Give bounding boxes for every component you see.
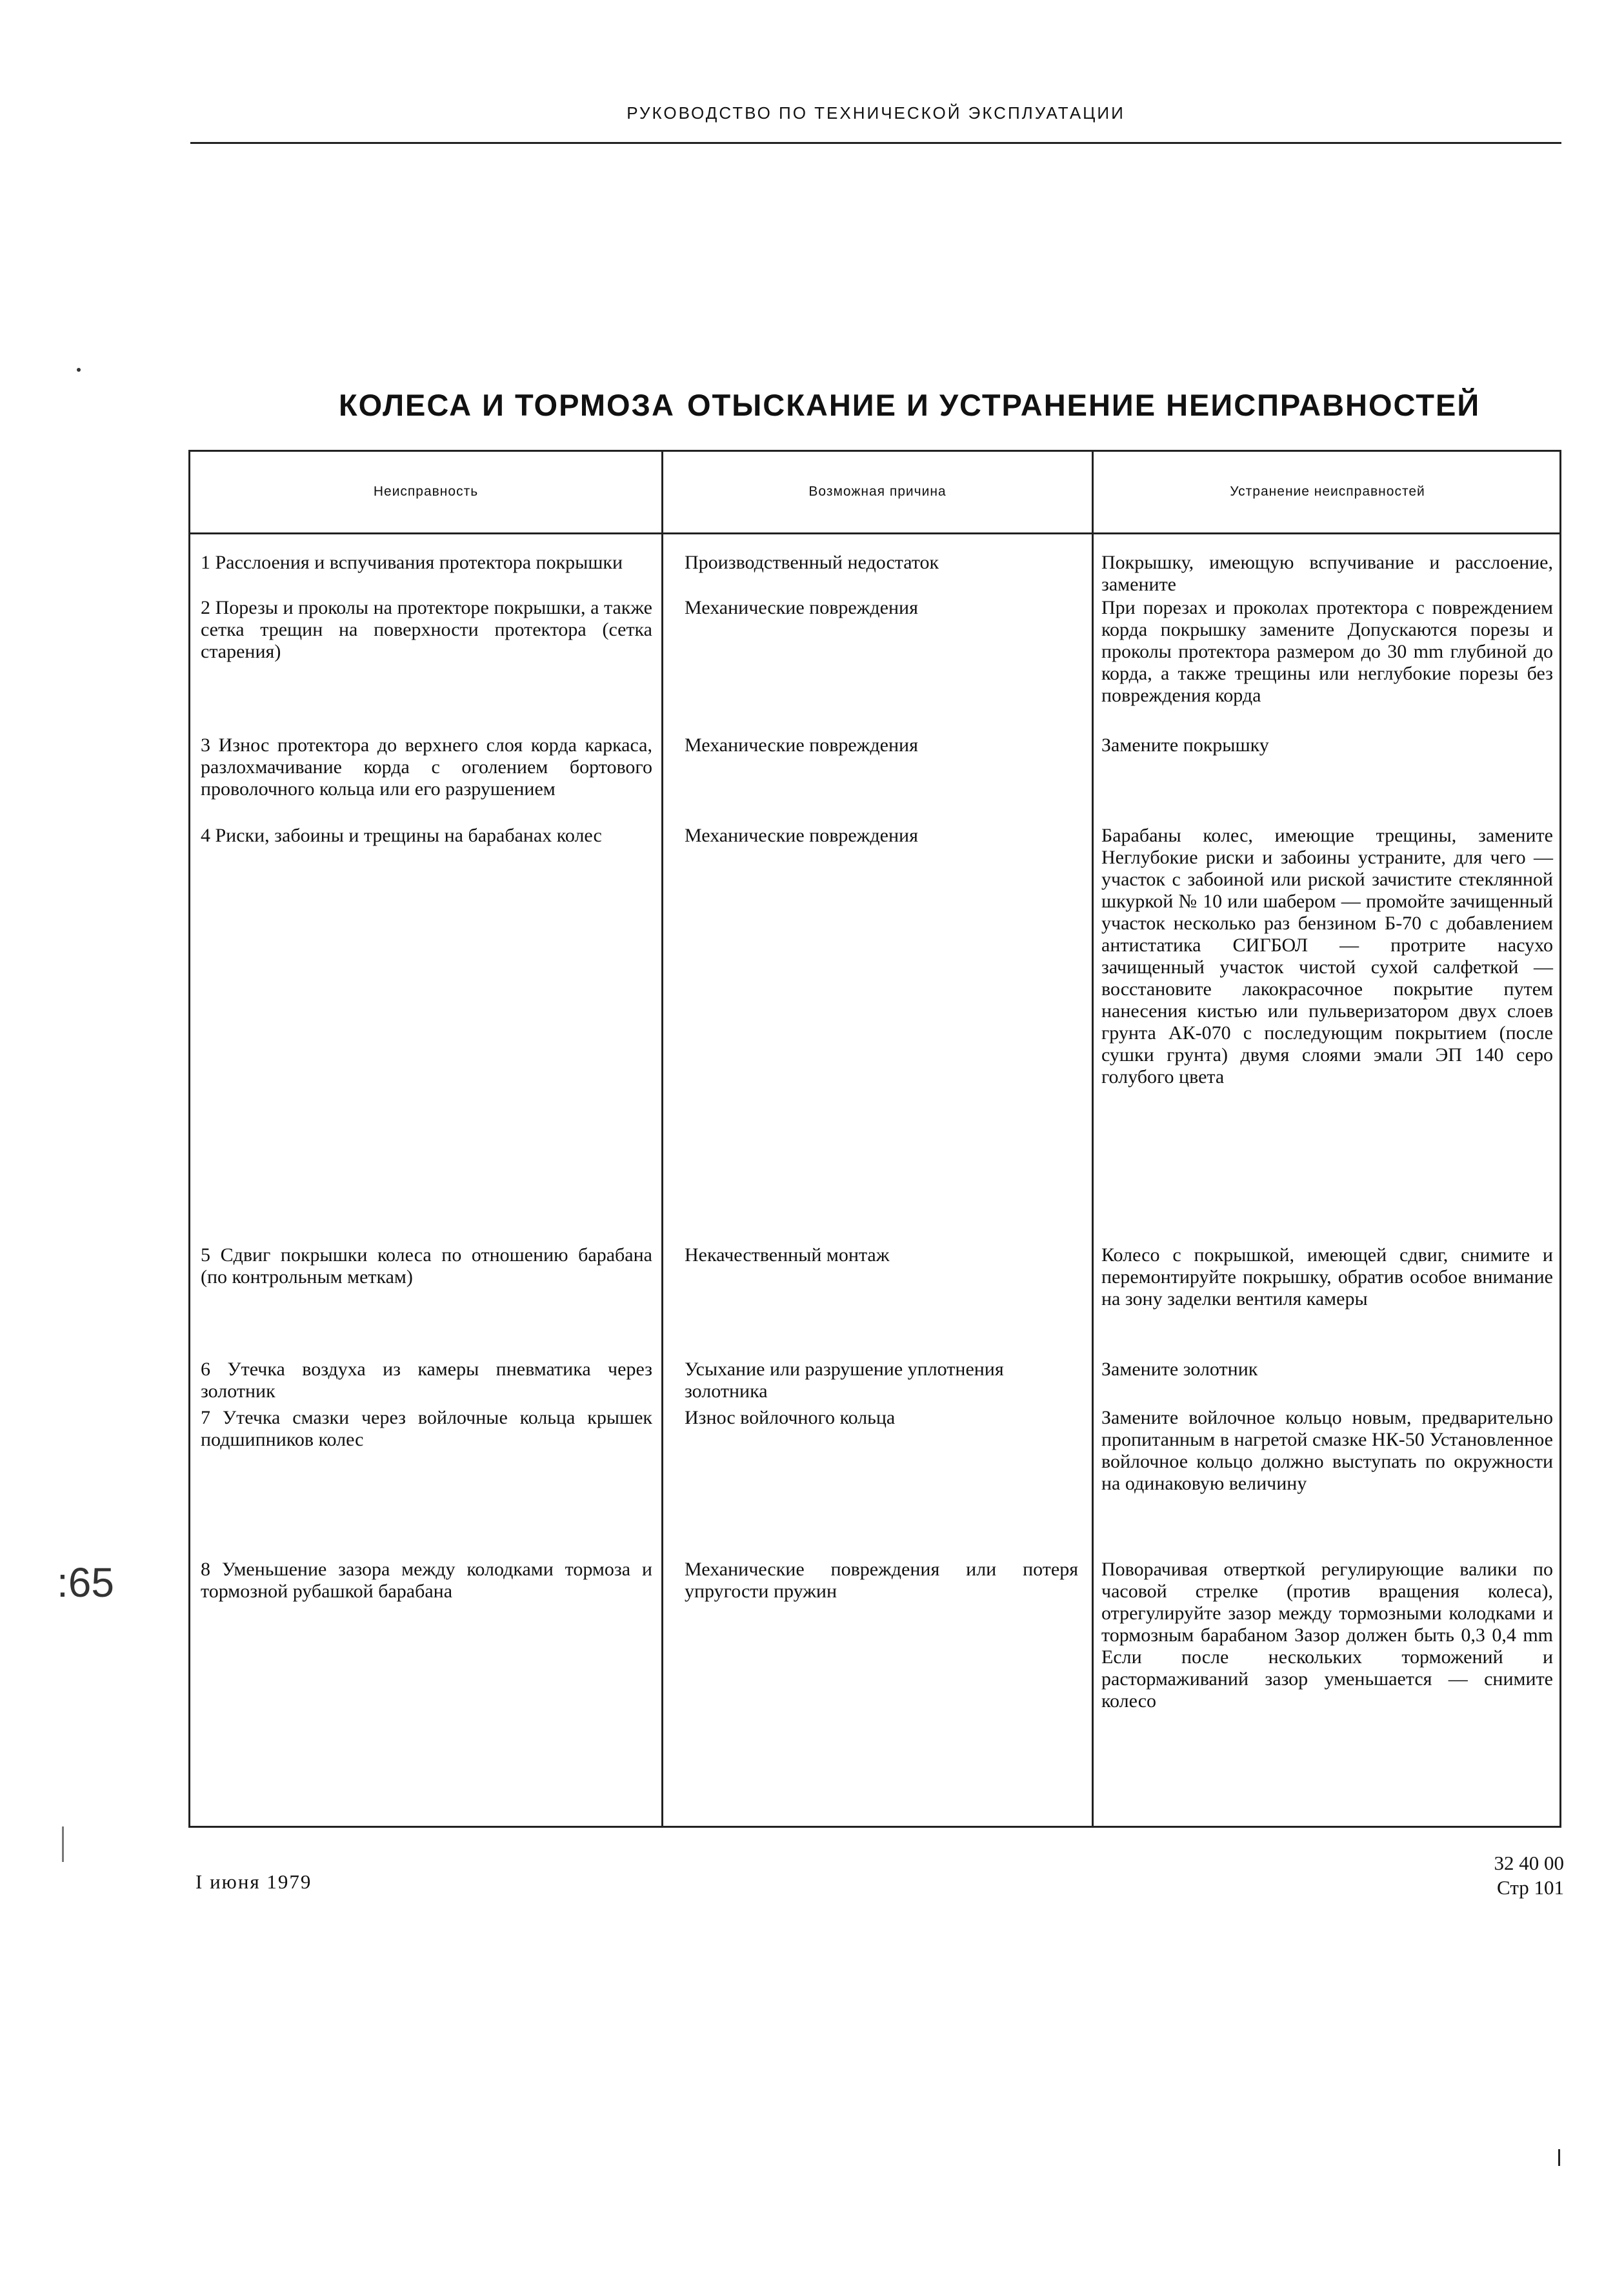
fault-cell: 6 Утечка воздуха из камеры пневматика через золотник [201, 1359, 652, 1402]
edge-tick [1558, 2149, 1560, 2166]
remedy-cell: Колесо с покрышкой, имеющей сдвиг, снимите и перемонтируйте покрышку, обратив особое внимание на зону заделки вентиля камеры [1101, 1244, 1553, 1310]
column-header-fault: Неисправность [373, 484, 479, 499]
fault-cell: 5 Сдвиг покрышки колеса по отношению барабана (по контрольным меткам) [201, 1244, 652, 1288]
remedy-cell: При порезах и проколах протектора с повреждением корда покрышку замените Допускаются порезы и проколы протектора размером до 30 mm глубиной до корда, а также трещины или неглубокие порезы без повреждения корда [1101, 597, 1553, 706]
cause-cell: Механические повреждения [685, 734, 918, 756]
section-title: КОЛЕСА И ТОРМОЗА [339, 388, 675, 422]
cause-cell: Усыхание или разрушение уплотнения золотника [685, 1359, 1004, 1402]
column-divider-1 [661, 452, 663, 1826]
margin-page-mark: :65 [57, 1559, 114, 1606]
cause-cell: Механические повреждения или потеря упругости пружин [685, 1559, 1078, 1602]
troubleshooting-table [188, 450, 1561, 1828]
footer-code-block [1494, 1851, 1565, 1900]
remedy-cell: Замените покрышку [1101, 734, 1269, 756]
column-header-cause: Возможная причина [808, 484, 947, 499]
cause-cell: Механические повреждения [685, 825, 918, 846]
remedy-cell: Поворачивая отверткой регулирующие валики по часовой стрелке (против вращения колеса), отрегулируйте зазор между тормозными колодками и тормозным барабаном Зазор должен быть 0,3 0,4 mm Если после нескольких торможений и растормаживаний зазор уменьшается — снимите колесо [1101, 1559, 1553, 1712]
cause-cell: Некачественный монтаж [685, 1244, 890, 1266]
fault-cell: 2 Порезы и проколы на протекторе покрышки, а также сетка трещин на поверхности протектора (сетка старения) [201, 597, 652, 662]
fault-cell: 7 Утечка смазки через войлочные кольца крышек подшипников колес [201, 1407, 652, 1450]
footer-date: I июня 1979 [195, 1870, 312, 1893]
header-divider [190, 532, 1559, 534]
fault-cell: 3 Износ протектора до верхнего слоя корда каркаса, разлохмачивание корда с оголением бортового проволочного кольца или его разрушением [201, 734, 652, 800]
fault-cell: 1 Расслоения и вспучивания протектора покрышки [201, 552, 623, 573]
column-header-remedy: Устранение неисправностей [1230, 484, 1425, 499]
remedy-cell: Барабаны колес, имеющие трещины, замените Неглубокие риски и забоины устраните, для чего — участок с забоиной или риской зачистите стеклянной шкуркой № 10 или шабером — промойте зачищенный участок несколько раз бензином Б-70 с добавлением антистатика СИГБОЛ — протрите насухо зачищенный участок чистой сухой салфеткой — восстановите лакокрасочное покрытие путем нанесения кистью или пульверизатором двух слоев грунта АК-070 с последующим покрытием (после сушки грунта) двумя слоями эмали ЭП 140 серо голубого цвета [1101, 825, 1553, 1087]
margin-dot [77, 368, 81, 372]
cause-cell: Механические повреждения [685, 597, 918, 618]
fault-cell: 4 Риски, забоины и трещины на барабанах колес [201, 825, 602, 846]
remedy-cell: Покрышку, имеющую вспучивание и расслоение, замените [1101, 552, 1553, 595]
cause-cell: Износ войлочного кольца [685, 1407, 896, 1428]
margin-tick [62, 1826, 64, 1862]
fault-cell: 8 Уменьшение зазора между колодками тормоза и тормозной рубашкой барабана [201, 1559, 652, 1602]
section-subtitle: ОТЫСКАНИЕ И УСТРАНЕНИЕ НЕИСПРАВНОСТЕЙ [687, 388, 1481, 422]
remedy-cell: Замените золотник [1101, 1359, 1258, 1380]
document-code: 32 40 00 [1494, 1852, 1564, 1874]
running-header: РУКОВОДСТВО ПО ТЕХНИЧЕСКОЙ ЭКСПЛУАТАЦИИ [627, 103, 1125, 123]
header-rule [190, 142, 1561, 144]
remedy-cell: Замените войлочное кольцо новым, предварительно пропитанным в нагретой смазке НК-50 Установленное войлочное кольцо должно выступать по окружности на одинаковую величину [1101, 1407, 1553, 1494]
cause-cell: Производственный недостаток [685, 552, 939, 573]
page-number: Стр 101 [1497, 1876, 1564, 1899]
column-divider-2 [1092, 452, 1094, 1826]
